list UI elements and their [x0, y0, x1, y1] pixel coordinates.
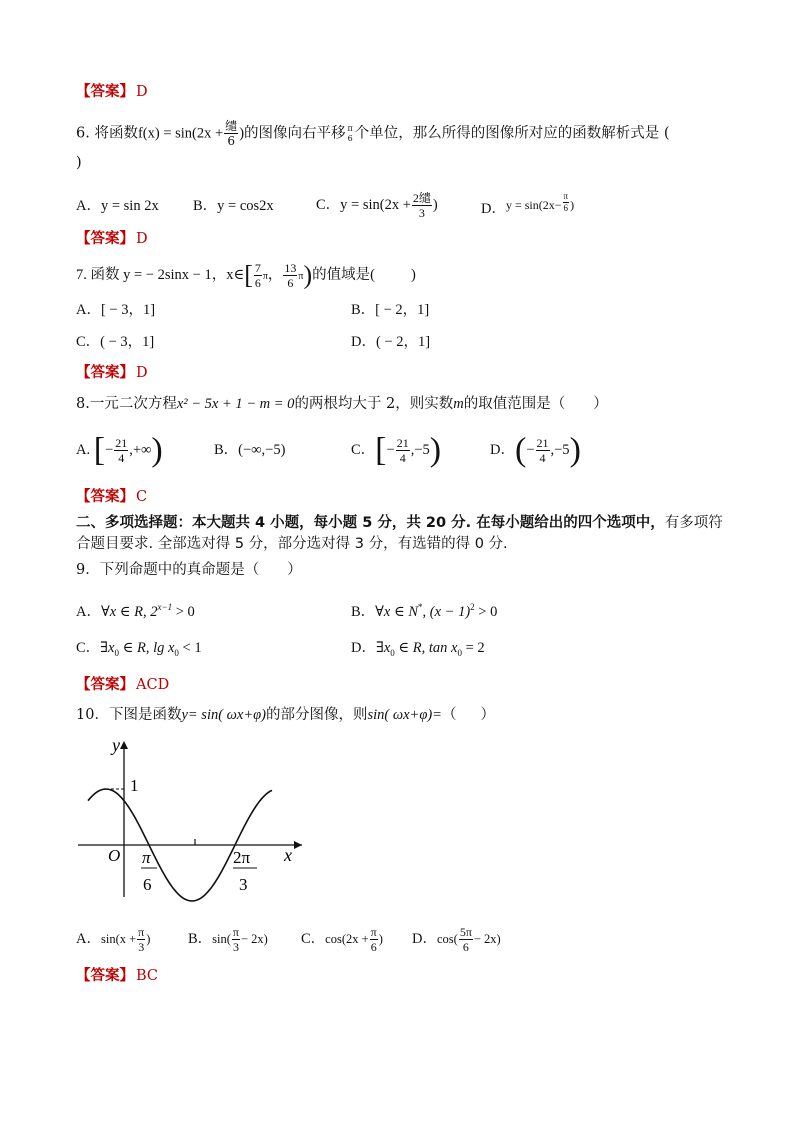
answer-open-bracket: 【: [76, 489, 91, 505]
question-text: 一元二次方程: [89, 396, 177, 412]
question-7-stem: [76, 260, 416, 291]
option-A-tail: ,+∞: [129, 442, 152, 458]
question-number: 9．: [76, 562, 100, 578]
fraction-numerator: π: [370, 925, 377, 939]
option-B-text: ∀x ∈ N: [375, 603, 419, 620]
close-paren: ）: [287, 562, 302, 578]
option-D-text: ∃x: [375, 640, 391, 656]
fraction-denominator: 4: [118, 451, 125, 466]
superscript: *: [418, 602, 423, 612]
fraction-denominator: 6: [370, 940, 377, 954]
option-B-text: B．y = cos2x: [193, 198, 274, 214]
left-paren: (: [514, 431, 527, 469]
option-B-text: B．[ − 2，1]: [351, 302, 430, 318]
option-C-text: ∃x: [100, 640, 115, 656]
sine-graph: [70, 735, 310, 905]
question-8-stem: [76, 395, 608, 413]
answer-close-bracket: 】: [119, 489, 134, 505]
fraction: [459, 926, 473, 953]
option-A-label: A.: [76, 442, 91, 458]
option-C-text: C．( − 3，1]: [76, 334, 155, 350]
right-paren: ): [146, 931, 151, 946]
option-C: [316, 192, 438, 219]
section-2-header: [76, 513, 726, 555]
option-A: [76, 598, 195, 621]
fraction-denominator: 6: [287, 276, 294, 291]
pi-symbol: π: [262, 271, 268, 282]
option-D-text: y = sin(2x−: [505, 198, 562, 212]
option-D: [351, 333, 430, 351]
fraction-denominator: 6: [462, 940, 469, 954]
x-axis-label: x: [284, 845, 292, 865]
fraction: [412, 192, 432, 219]
fraction-denominator: 4: [539, 451, 546, 466]
option-D-text: cos(: [436, 931, 458, 946]
answer-label: 答案: [90, 84, 120, 100]
exponent: 2: [470, 602, 475, 612]
right-paren: ): [569, 431, 581, 469]
option-C-text: C．y = sin(2x +: [316, 196, 411, 213]
section-instructions: 本大题共 4 小题，每小题 5 分，共 20 分. 在每小题给出的四个选项中，: [192, 515, 665, 531]
question-number: 10．: [76, 707, 109, 723]
fraction: [224, 120, 238, 147]
y-axis-arrow: [120, 741, 128, 749]
option-D-label: D．: [412, 930, 437, 947]
fraction-numerator: π: [347, 123, 353, 133]
answer-close-bracket: 】: [119, 677, 134, 693]
right-paren: ): [378, 931, 383, 946]
fraction-denominator: 3: [232, 940, 239, 954]
left-bracket: [: [244, 260, 253, 290]
option-B: [214, 432, 285, 468]
question-text: 函数 y = − 2sinx − 1，x∈: [90, 267, 245, 283]
option-B: [351, 301, 429, 319]
answer-label: 答案: [90, 677, 120, 693]
fraction-numerator: 7: [254, 261, 261, 276]
fraction-numerator: 2缱: [412, 191, 431, 205]
option-A-label: A．: [76, 930, 101, 947]
answer-open-bracket: 【: [76, 231, 91, 247]
fraction-numerator: 21: [396, 436, 409, 451]
right-paren: ): [570, 198, 575, 212]
option-D-tail: = 2: [461, 640, 485, 656]
variable: m: [453, 396, 464, 412]
question-text: 的部分图像，则: [265, 707, 368, 723]
option-D-label: D．: [351, 640, 376, 656]
option-B: [188, 926, 268, 953]
close-paren: ): [76, 155, 82, 171]
fraction-denominator: 6: [227, 134, 235, 148]
question-6-close: [76, 154, 82, 172]
option-B-label: B．: [351, 603, 376, 620]
fraction-numerator: π: [138, 925, 145, 939]
question-text: 个单位，那么所得的图像所对应的函数解析式是 (: [354, 125, 670, 142]
answer-value: C: [136, 489, 148, 505]
question-number: 6.: [76, 125, 90, 142]
question-text: 的两根均大于 2，则实数: [294, 396, 454, 412]
question-9-stem: [76, 561, 302, 579]
right-bracket: ): [303, 260, 313, 290]
option-A-label: A．: [76, 603, 101, 620]
fraction-denominator: 3: [138, 940, 145, 954]
fraction: [232, 926, 240, 953]
y-axis-label: y: [112, 735, 120, 755]
left-bracket: [: [93, 431, 106, 469]
pi-over-6-denominator: 6: [143, 875, 152, 894]
option-A: [76, 926, 150, 953]
answer-label: 答案: [90, 231, 120, 247]
option-A: [76, 301, 155, 319]
two-pi-over-3-denominator: 3: [239, 875, 248, 894]
option-A-text: sin(x +: [100, 931, 137, 946]
right-paren: ): [432, 196, 438, 213]
option-C: [76, 333, 154, 351]
fraction-denominator: 4: [399, 451, 406, 466]
fraction-numerator: 21: [536, 436, 549, 451]
option-D-label: D．: [481, 201, 506, 217]
answer-value: D: [136, 365, 148, 381]
question-10-stem: [76, 706, 495, 724]
subscript: 0: [174, 647, 179, 658]
option-B-tail: , (x − 1): [422, 603, 471, 620]
option-C-label: C．: [76, 640, 101, 656]
question-text: 的值域是(: [312, 267, 375, 283]
option-C: [76, 639, 202, 662]
option-C-label: C．: [301, 930, 326, 947]
fraction-numerator: 13: [284, 261, 297, 276]
answer-q7: [76, 364, 148, 382]
fraction-numerator: π: [232, 925, 239, 939]
pi-over-6-numerator: π: [142, 848, 151, 867]
answer-q10: [76, 967, 158, 985]
x-axis-arrow: [294, 841, 302, 849]
question-text: 下列命题中的真命题是（: [99, 562, 260, 578]
answer-close-bracket: 】: [119, 365, 134, 381]
section-instructions-rest: 有多项符合题目要求. 全部选对得 5 分，部分选对得 3 分，有选错的得 0 分.: [76, 515, 723, 552]
fraction: [254, 262, 262, 289]
question-number: 7.: [76, 267, 87, 283]
pi-symbol: π: [298, 271, 304, 282]
exponent: x−1: [157, 602, 173, 612]
option-B-text: (−∞,−5): [238, 442, 286, 458]
subscript: 0: [457, 647, 462, 658]
option-C-mid: ∈ R, lg x: [118, 640, 175, 656]
answer-label: 答案: [90, 968, 120, 984]
answer-q6: [76, 230, 148, 248]
option-B-label: B．: [214, 442, 239, 458]
fraction-denominator: 3: [418, 206, 425, 220]
close-paren: ): [411, 267, 416, 283]
answer-q9: [76, 676, 169, 694]
subscript: 0: [390, 647, 395, 658]
fraction-numerator: 5π: [459, 925, 472, 939]
option-C-tail: ,−5: [410, 442, 430, 458]
option-C-label: C．: [351, 442, 376, 458]
fraction-numerator: π: [563, 191, 569, 201]
option-A: A. [− $\frac{21}{4}$ ,+∞): [76, 431, 163, 469]
right-paren: ): [151, 431, 163, 469]
answer-q5: [76, 83, 148, 101]
open-paren: （: [441, 707, 457, 723]
origin-label: O: [108, 846, 121, 865]
answer-value: BC: [136, 968, 159, 984]
left-bracket: [: [375, 431, 387, 469]
option-D: [412, 926, 501, 953]
right-paren: ): [429, 431, 442, 469]
option-A-text: A．[ − 3，1]: [76, 302, 156, 318]
option-A: [76, 197, 159, 215]
answer-q8: [76, 488, 147, 506]
answer-value: D: [136, 84, 148, 100]
answer-open-bracket: 【: [76, 84, 91, 100]
fraction: [283, 262, 297, 289]
question-6-stem: [76, 120, 670, 147]
close-paren: ）: [480, 707, 495, 723]
close-paren: ）: [593, 396, 608, 412]
option-D: [351, 639, 485, 662]
right-paren: ): [239, 125, 245, 142]
fraction-numerator: 21: [115, 436, 128, 451]
comma: ，: [267, 267, 283, 283]
equation: x² − 5x + 1 − m = 0: [176, 396, 295, 412]
fraction: [114, 437, 128, 464]
answer-close-bracket: 】: [119, 968, 134, 984]
question-text: 将函数: [94, 125, 138, 142]
answer-close-bracket: 】: [119, 231, 134, 247]
fraction: [370, 926, 378, 953]
option-D-tail: ,−5: [550, 442, 570, 458]
fraction: [396, 437, 410, 464]
option-D-tail: − 2x): [473, 931, 501, 946]
fraction-denominator: 6: [254, 276, 261, 291]
section-title: 二、多项选择题：: [76, 515, 192, 531]
function-expression: f(x) = sin(2x +: [137, 125, 224, 142]
function-expression: sin( ωx+φ)=: [367, 707, 442, 723]
option-C: [301, 926, 383, 953]
answer-value: ACD: [136, 677, 170, 693]
option-D-text: D．( − 2，1]: [351, 334, 431, 350]
answer-open-bracket: 【: [76, 968, 91, 984]
option-B-tail: − 2x): [240, 931, 268, 946]
option-C-text: cos(2x +: [325, 931, 369, 946]
answer-label: 答案: [90, 365, 120, 381]
answer-value: D: [136, 231, 148, 247]
answer-open-bracket: 【: [76, 365, 91, 381]
two-pi-over-3-numerator: 2π: [233, 848, 251, 867]
function-expression: y= sin( ωx+φ): [181, 707, 266, 723]
answer-open-bracket: 【: [76, 677, 91, 693]
option-A-text: ∀x ∈ R, 2: [100, 603, 158, 620]
option-C: C．[− $\frac{21}{4}$ ,−5): [351, 431, 442, 469]
question-text: 下图是函数: [108, 707, 182, 723]
subscript: 0: [114, 647, 119, 658]
shift-fraction: [347, 125, 354, 143]
option-D: D．(− $\frac{21}{4}$ ,−5): [490, 431, 581, 469]
answer-close-bracket: 】: [119, 84, 134, 100]
fraction: [563, 192, 570, 213]
option-B: [351, 598, 497, 621]
option-D: [481, 192, 574, 218]
option-C-tail: < 1: [178, 640, 202, 656]
option-B-tail2: > 0: [474, 603, 498, 620]
fraction-numerator: 缱: [225, 119, 238, 133]
option-B-label: B．: [188, 930, 213, 947]
option-A-text: A．y = sin 2x: [76, 198, 159, 214]
option-D-mid: ∈ R, tan x: [394, 640, 458, 656]
option-D-label: D．: [490, 442, 515, 458]
option-B: [193, 197, 274, 215]
one-label: 1: [130, 776, 139, 795]
answer-label: 答案: [90, 489, 120, 505]
option-A-tail: > 0: [172, 603, 195, 620]
question-number: 8.: [76, 396, 90, 412]
fraction: [536, 437, 550, 464]
fraction: [137, 926, 145, 953]
fraction-denominator: 6: [347, 133, 353, 143]
fraction-denominator: 6: [563, 203, 569, 213]
option-B-text: sin(: [212, 931, 231, 946]
question-text: 的图像向右平移: [244, 125, 346, 142]
question-text: 的取值范围是（: [463, 396, 566, 412]
